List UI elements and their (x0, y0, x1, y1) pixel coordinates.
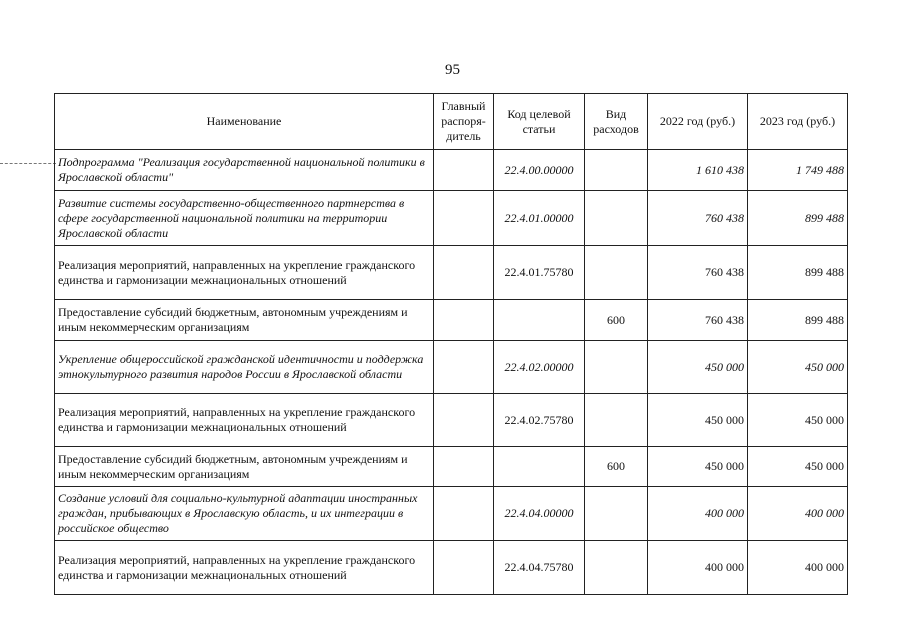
row-2022: 450 000 (648, 341, 748, 394)
row-name: Создание условий для социально-культурной адаптации иностранных граждан, прибывающих в Ярославскую область, и их интеграции в российское общество (55, 487, 434, 541)
table-row (55, 341, 848, 394)
row-2022: 760 438 (648, 191, 748, 246)
row-manager (434, 341, 494, 394)
row-kind (585, 150, 648, 191)
row-2023: 450 000 (748, 341, 848, 394)
row-2023: 899 488 (748, 246, 848, 300)
header-2022: 2022 год (руб.) (648, 94, 748, 150)
row-2023: 1 749 488 (748, 150, 848, 191)
row-code: 22.4.01.75780 (494, 246, 585, 300)
row-2022: 760 438 (648, 300, 748, 341)
budget-table (54, 93, 848, 595)
table-row (55, 191, 848, 246)
row-kind (585, 191, 648, 246)
row-code (494, 447, 585, 487)
row-kind (585, 541, 648, 595)
row-manager (434, 541, 494, 595)
row-2023: 450 000 (748, 447, 848, 487)
row-manager (434, 246, 494, 300)
table-row (55, 246, 848, 300)
table-row (55, 487, 848, 541)
row-kind (585, 341, 648, 394)
row-kind (585, 394, 648, 447)
row-2023: 899 488 (748, 300, 848, 341)
row-2022: 400 000 (648, 541, 748, 595)
row-code: 22.4.04.00000 (494, 487, 585, 541)
row-manager (434, 487, 494, 541)
header-2023: 2023 год (руб.) (748, 94, 848, 150)
row-name: Укрепление общероссийской гражданской идентичности и поддержка этнокультурного развития народов России в Ярославской области (55, 341, 434, 394)
header-kind: Вид расходов (585, 94, 648, 150)
header-code: Код целевой статьи (494, 94, 585, 150)
table-row (55, 300, 848, 341)
row-kind (585, 487, 648, 541)
row-manager (434, 394, 494, 447)
row-code: 22.4.02.00000 (494, 341, 585, 394)
row-2022: 760 438 (648, 246, 748, 300)
row-2022: 450 000 (648, 447, 748, 487)
row-manager (434, 447, 494, 487)
row-2023: 400 000 (748, 541, 848, 595)
row-2023: 899 488 (748, 191, 848, 246)
row-name: Развитие системы государственно-общественного партнерства в сфере государственной национальной политики на территории Ярославской области (55, 191, 434, 246)
table-row (55, 447, 848, 487)
row-code: 22.4.00.00000 (494, 150, 585, 191)
margin-dashed-line (0, 163, 56, 164)
row-name: Подпрограмма "Реализация государственной национальной политики в Ярославской области" (55, 150, 434, 191)
row-2023: 400 000 (748, 487, 848, 541)
header-name: Наименование (55, 94, 434, 150)
row-kind (585, 246, 648, 300)
row-name: Предоставление субсидий бюджетным, автономным учреждениям и иным некоммерческим организациям (55, 447, 434, 487)
row-2023: 450 000 (748, 394, 848, 447)
row-manager (434, 191, 494, 246)
row-name: Реализация мероприятий, направленных на укрепление гражданского единства и гармонизации межнациональных отношений (55, 246, 434, 300)
header-manager: Главный распоря-дитель (434, 94, 494, 150)
page-number: 95 (445, 62, 460, 78)
row-name: Реализация мероприятий, направленных на укрепление гражданского единства и гармонизации межнациональных отношений (55, 394, 434, 447)
row-manager (434, 150, 494, 191)
row-kind: 600 (585, 300, 648, 341)
row-name: Реализация мероприятий, направленных на укрепление гражданского единства и гармонизации межнациональных отношений (55, 541, 434, 595)
table-row (55, 150, 848, 191)
row-code: 22.4.01.00000 (494, 191, 585, 246)
row-manager (434, 300, 494, 341)
row-name: Предоставление субсидий бюджетным, автономным учреждениям и иным некоммерческим организациям (55, 300, 434, 341)
row-code: 22.4.02.75780 (494, 394, 585, 447)
row-kind: 600 (585, 447, 648, 487)
table-header-row (55, 94, 848, 150)
row-2022: 450 000 (648, 394, 748, 447)
table-row (55, 394, 848, 447)
row-2022: 400 000 (648, 487, 748, 541)
row-code: 22.4.04.75780 (494, 541, 585, 595)
row-code (494, 300, 585, 341)
row-2022: 1 610 438 (648, 150, 748, 191)
table-row (55, 541, 848, 595)
